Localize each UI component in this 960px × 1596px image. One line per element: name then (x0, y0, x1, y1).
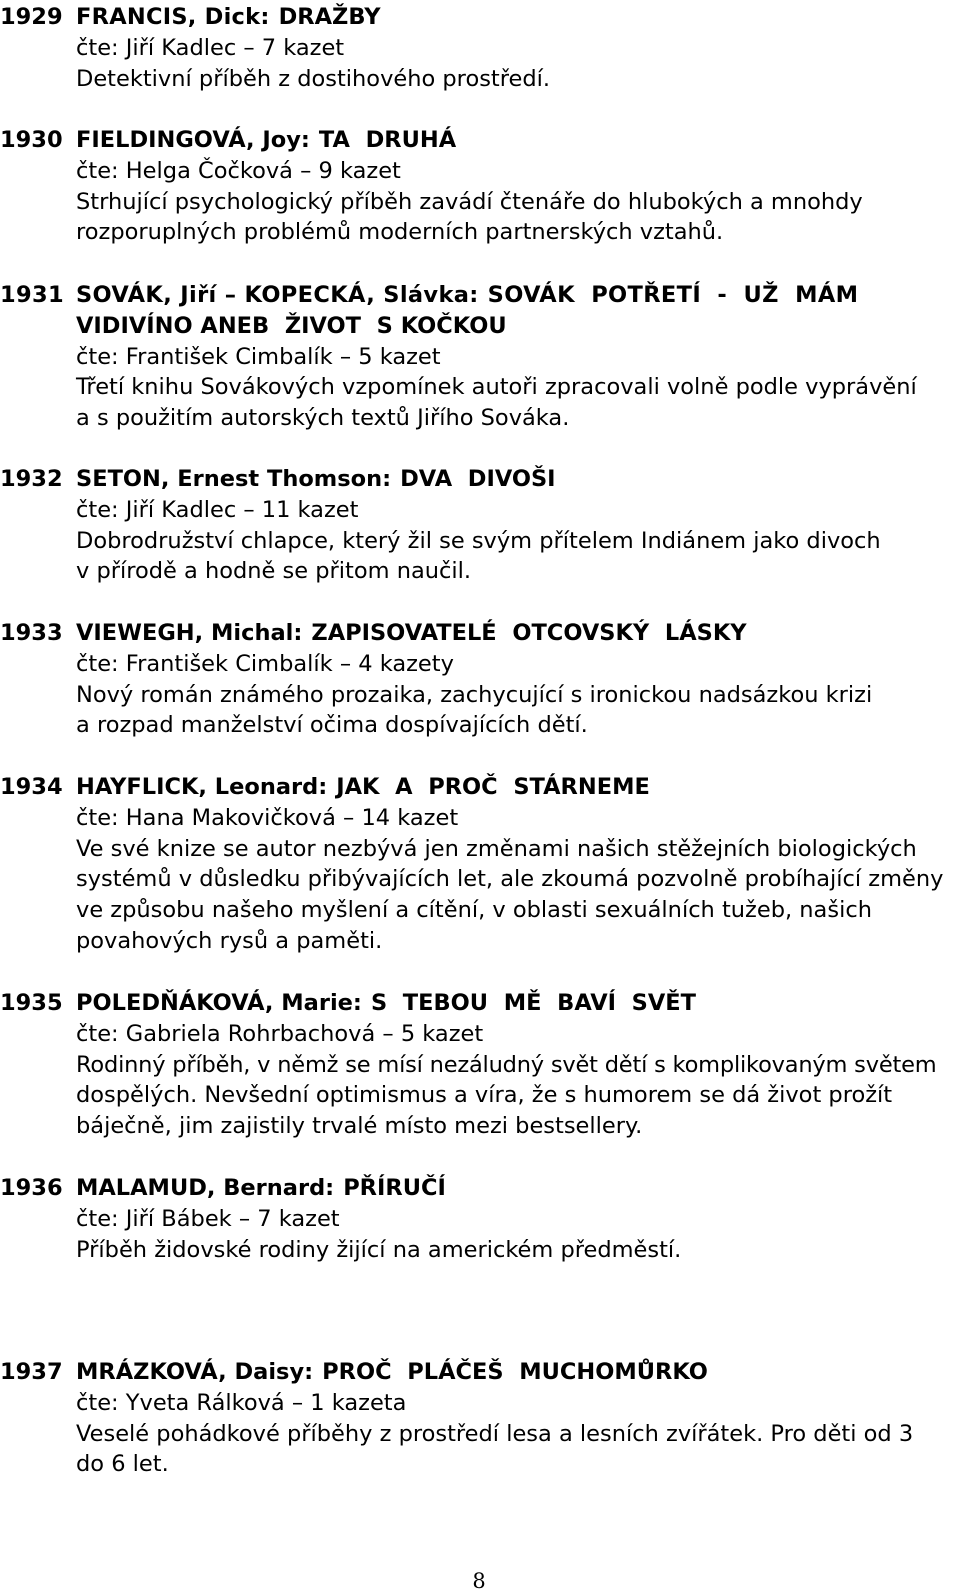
catalog-entry (0, 1173, 958, 1265)
entry-description: rozporuplných problémů moderních partnerských vztahů. (76, 219, 724, 246)
entry-description: Detektivní příběh z dostihového prostředí. (76, 65, 551, 92)
entry-reader: čte: Jiří Kadlec – 7 kazet (76, 34, 345, 61)
entry-description: Příběh židovské rodiny žijící na americkém předměstí. (76, 1236, 682, 1263)
entry-heading (0, 125, 958, 156)
entry-reader: čte: František Cimbalík – 4 kazety (76, 650, 454, 677)
page-number: 8 (472, 1569, 486, 1593)
entry-title: PŘÍRUČÍ (343, 1175, 446, 1201)
entry-title: SOVÁK POTŘETÍ - UŽ MÁM (487, 282, 859, 308)
entry-author: VIEWEGH, Michal: (76, 620, 303, 646)
entry-description: povahových rysů a paměti. (76, 927, 383, 954)
entry-number: 1933 (0, 620, 63, 646)
entry-description: a s použitím autorských textů Jiřího Sováka. (76, 405, 570, 432)
entry-number: 1930 (0, 127, 63, 153)
entry-reader: čte: Hana Makovičková – 14 kazet (76, 804, 459, 831)
entry-description: ve způsobu našeho myšlení a cítění, v oblasti sexuálních tužeb, našich (76, 897, 872, 924)
entry-author: MALAMUD, Bernard: (76, 1175, 335, 1201)
catalog-entry (0, 1357, 958, 1480)
entry-title: DRAŽBY (278, 4, 381, 30)
entry-title: ZAPISOVATELÉ OTCOVSKÝ LÁSKY (311, 620, 747, 646)
entry-description: systémů v důsledku přibývajících let, ale zkoumá pozvolně probíhající změny (76, 866, 944, 893)
entry-description: v přírodě a hodně se přitom naučil. (76, 558, 472, 585)
catalog-entry (0, 125, 958, 248)
entry-author: POLEDŇÁKOVÁ, Marie: (76, 990, 362, 1016)
entry-description: Rodinný příběh, v němž se mísí nezáludný svět dětí s komplikovaným světem (76, 1051, 937, 1078)
entry-author: SOVÁK, Jiří – KOPECKÁ, Slávka: (76, 282, 479, 308)
entry-number: 1936 (0, 1175, 63, 1201)
entry-description: báječně, jim zajistily trvalé místo mezi bestsellery. (76, 1113, 643, 1140)
entry-heading (0, 988, 958, 1019)
entry-description: dospělých. Nevšední optimismus a víra, že s humorem se dá život prožít (76, 1082, 893, 1109)
entry-description: Nový román známého prozaika, zachycující s ironickou nadsázkou krizi (76, 681, 873, 708)
entry-heading (0, 1357, 958, 1388)
entry-number: 1931 (0, 282, 65, 308)
entry-heading (0, 772, 958, 803)
entry-heading (0, 464, 958, 495)
entry-number: 1935 (0, 990, 63, 1016)
entry-reader: čte: František Cimbalík – 5 kazet (76, 343, 441, 370)
entry-description: Ve své knize se autor nezbývá jen změnami našich stěžejních biologických (76, 835, 917, 862)
entry-title: DVA DIVOŠI (400, 466, 556, 492)
entry-title: JAK A PROČ STÁRNEME (336, 774, 650, 800)
catalog-entry (0, 464, 958, 587)
catalog-entry (0, 772, 958, 957)
entry-number: 1932 (0, 466, 63, 492)
entry-title: TA DRUHÁ (318, 127, 457, 153)
entry-author: FIELDINGOVÁ, Joy: (76, 127, 310, 153)
entry-heading (0, 280, 958, 311)
catalog-entry (0, 2, 958, 94)
entry-description: Třetí knihu Sovákových vzpomínek autoři zpracovali volně podle vyprávění (76, 374, 917, 401)
entry-description: Strhující psychologický příběh zavádí čtenáře do hlubokých a mnohdy (76, 188, 863, 215)
entry-reader: čte: Jiří Kadlec – 11 kazet (76, 496, 359, 523)
entry-heading (0, 618, 958, 649)
entry-number: 1929 (0, 4, 63, 30)
entry-description: do 6 let. (76, 1451, 169, 1478)
entry-description: a rozpad manželství očima dospívajících dětí. (76, 712, 588, 739)
entry-author: FRANCIS, Dick: (76, 4, 270, 30)
entry-reader: čte: Yveta Rálková – 1 kazeta (76, 1389, 407, 1416)
entry-heading (0, 2, 958, 33)
entry-heading (0, 1173, 958, 1204)
entry-reader: čte: Jiří Bábek – 7 kazet (76, 1205, 340, 1232)
entry-author: MRÁZKOVÁ, Daisy: (76, 1359, 314, 1385)
entry-title: PROČ PLÁČEŠ MUCHOMŮRKO (322, 1359, 708, 1385)
entry-title: S TEBOU MĚ BAVÍ SVĚT (370, 990, 696, 1016)
entry-author: HAYFLICK, Leonard: (76, 774, 328, 800)
entry-number: 1937 (0, 1359, 63, 1385)
entry-reader: čte: Gabriela Rohrbachová – 5 kazet (76, 1020, 484, 1047)
entry-reader: čte: Helga Čočková – 9 kazet (76, 157, 401, 184)
entry-description: Veselé pohádkové příběhy z prostředí lesa a lesních zvířátek. Pro děti od 3 (76, 1420, 914, 1447)
entry-author: SETON, Ernest Thomson: (76, 466, 392, 492)
catalog-entry (0, 988, 958, 1142)
entry-description: Dobrodružství chlapce, který žil se svým přítelem Indiánem jako divoch (76, 527, 881, 554)
catalog-entry (0, 280, 958, 434)
entry-number: 1934 (0, 774, 63, 800)
catalog-entry (0, 618, 958, 741)
entry-title-continued: VIDIVÍNO ANEB ŽIVOT S KOČKOU (76, 312, 507, 339)
